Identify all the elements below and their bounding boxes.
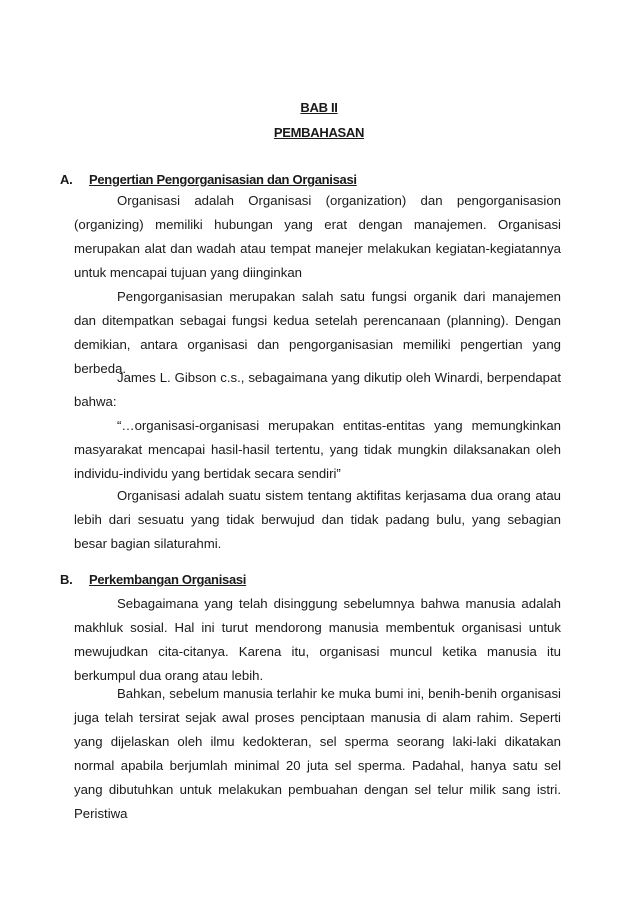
section-a-paragraph-2: Pengorganisasian merupakan salah satu fungsi organik dari manajemen dan ditempatkan sebagai fungsi kedua setelah perencanaan (planning). Dengan demikian, antara organisasi dan pengorganisasian memiliki pengertian yang berbeda.: [74, 289, 561, 377]
section-a-paragraph-1: Organisasi adalah Organisasi (organization) dan pengorganisasion (organizing) memiliki hubungan yang erat dengan manajemen. Organisasi merupakan alat dan wadah atau tempat manejer melakukan kegiatan-kegiatannya untuk mencapai tujuan yang diinginkan: [74, 193, 561, 281]
section-b-paragraph-2: Bahkan, sebelum manusia terlahir ke muka bumi ini, benih-benih organisasi juga telah tersirat sejak awal proses penciptaan manusia di alam rahim. Seperti yang dijelaskan oleh ilmu kedokteran, sel sperma seorang laki-laki dikatakan normal apabila berjumlah minimal 20 juta sel sperma. Padahal, hanya satu sel yang dibutuhkan untuk melakukan pembuahan dengan sel telur milik sang istri. Peristiwa: [74, 686, 561, 822]
section-a-paragraph-3: James L. Gibson c.s., sebagaimana yang dikutip oleh Winardi, berpendapat bahwa:: [74, 370, 561, 410]
section-b-title: Perkembangan Organisasi: [89, 572, 247, 587]
section-a-number: A.: [60, 172, 73, 187]
section-b-heading: [60, 572, 246, 587]
section-a-title: Pengertian Pengorganisasian dan Organisasi: [89, 172, 357, 187]
chapter-title: PEMBAHASAN: [273, 125, 365, 140]
section-a-quote: “…organisasi-organisasi merupakan entitas-entitas yang memungkinkan masyarakat mencapai hasil-hasil tertentu, yang tidak mungkin dilaksanakan oleh individu-individu yang bertidak secara sendiri”: [74, 418, 561, 482]
chapter-label: BAB II: [300, 100, 338, 115]
section-a-heading: [60, 172, 357, 187]
section-a-paragraph-5: Organisasi adalah suatu sistem tentang aktifitas kerjasama dua orang atau lebih dari sesuatu yang tidak berwujud dan tidak padang bulu, yang sebagian besar bagian silaturahmi.: [74, 488, 561, 552]
section-b-number: B.: [60, 572, 73, 587]
section-b-paragraph-1: Sebagaimana yang telah disinggung sebelumnya bahwa manusia adalah makhluk sosial. Hal ini turut mendorong manusia membentuk organisasi untuk mewujudkan cita-citanya. Karena itu, organisasi muncul ketika manusia itu berkumpul dua orang atau lebih.: [74, 596, 561, 684]
